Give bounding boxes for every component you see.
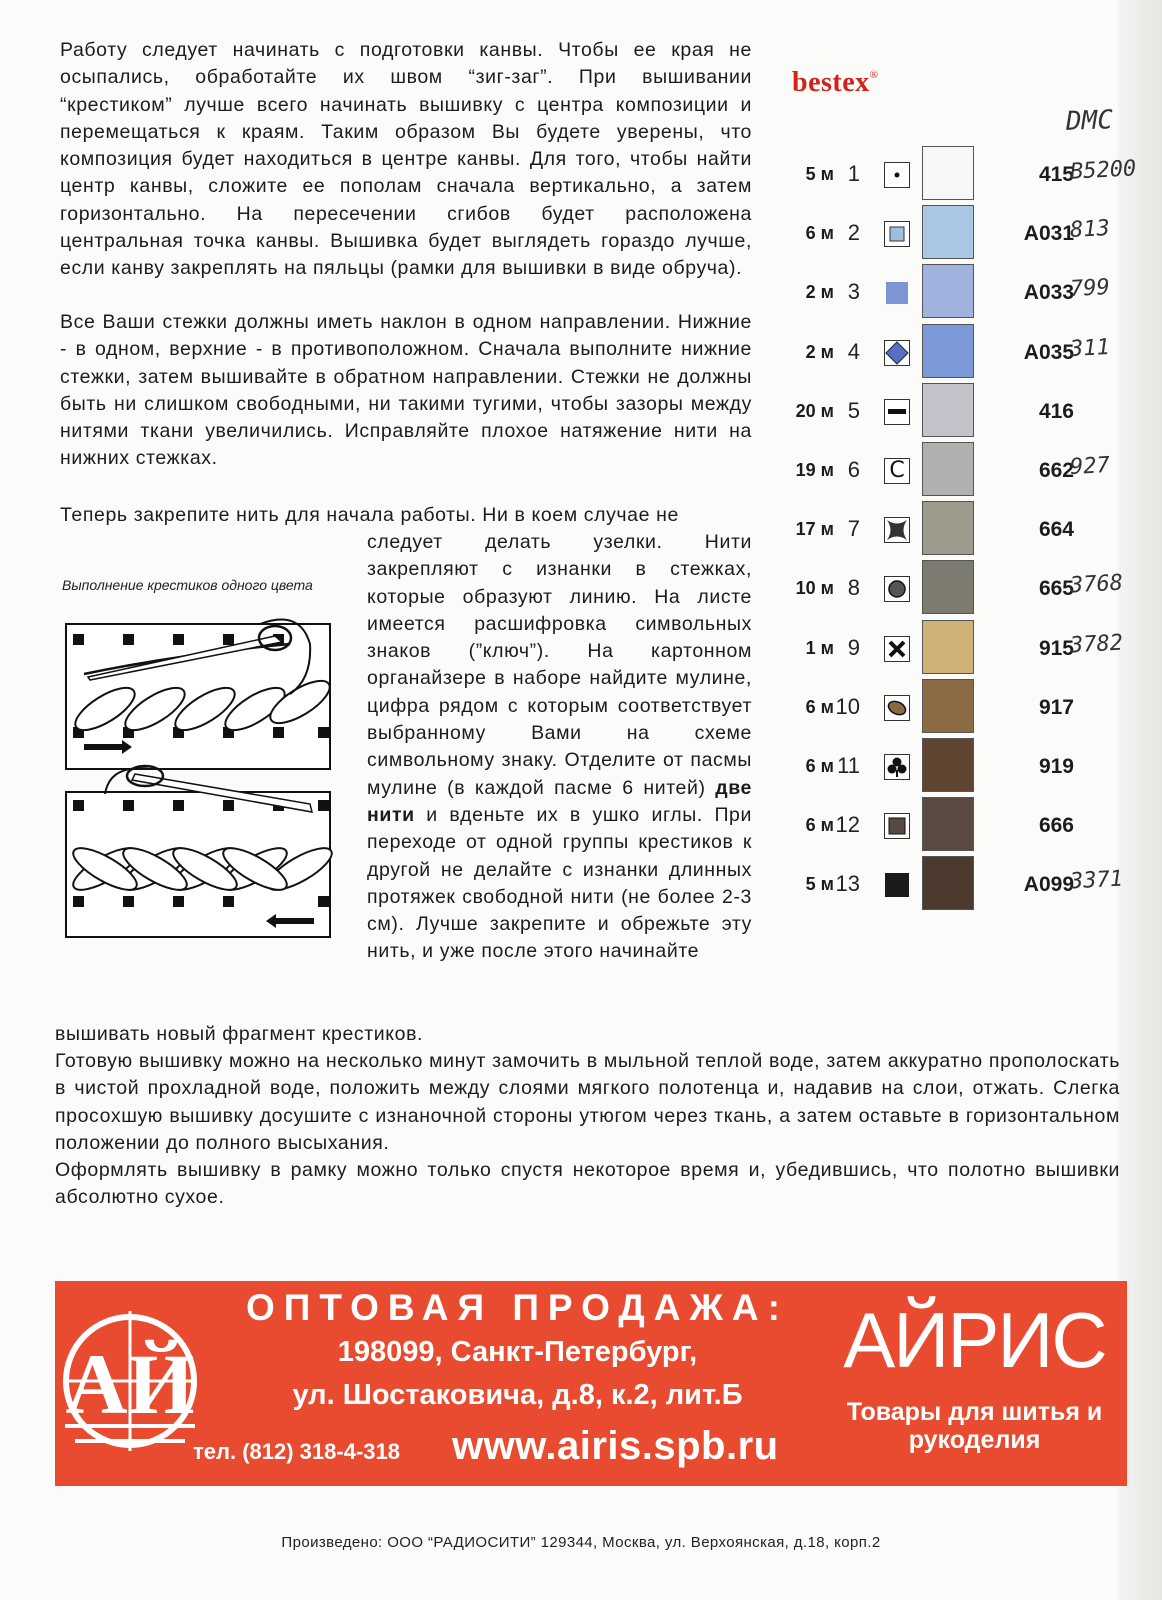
sq-dark-symbol-icon bbox=[884, 813, 910, 839]
legend-row bbox=[790, 560, 1130, 620]
legend-row bbox=[790, 324, 1130, 384]
thread-length: 2 м bbox=[805, 341, 834, 362]
oval-symbol-icon bbox=[884, 695, 910, 721]
color-swatch bbox=[922, 856, 974, 910]
thread-length: 6 м bbox=[805, 223, 834, 244]
sq-black-symbol-icon bbox=[884, 872, 910, 898]
legend-row bbox=[790, 797, 1130, 857]
cross-stitch-diagram bbox=[60, 604, 340, 954]
thread-length: 2 м bbox=[805, 282, 834, 303]
thread-length: 6 м bbox=[805, 696, 834, 717]
thread-length: 6 м bbox=[805, 815, 834, 836]
symbol-number: 6 bbox=[847, 457, 860, 482]
thread-length: 20 м bbox=[795, 400, 834, 421]
sq-lightblue-symbol-icon bbox=[884, 221, 910, 247]
symbol-number: 1 bbox=[847, 161, 860, 186]
symbol-number: 3 bbox=[847, 279, 860, 305]
thread-code: A035 bbox=[1023, 340, 1074, 364]
thread-length: 1 м bbox=[805, 637, 834, 658]
thread-code: 415 bbox=[1038, 163, 1074, 186]
star4-symbol-icon bbox=[884, 517, 910, 543]
instructions-paragraph-4: Готовую вышивку можно на несколько минут замочить в мыльной теплой воде, затем аккуратно прополоскать в чистой прохладной воде, положить между слоями мягкого полотенца и, надавив на слои, отжать. Слегка просохшую вышивку досушите с изнаночной стороны утюгом через ткань, а затем оставьте в горизонтальном положении до полного высыхания. bbox=[55, 1050, 1120, 1154]
letter-c-symbol-icon: C bbox=[884, 458, 910, 484]
thread-length: 5 м bbox=[805, 164, 834, 184]
thread-code: 666 bbox=[1038, 814, 1074, 838]
diagram-caption: Выполнение крестиков одного цвета bbox=[62, 577, 313, 593]
thread-code: 662 bbox=[1038, 459, 1074, 482]
dmc-header: DMC bbox=[1065, 105, 1114, 137]
banner-phone: тел. (812) 318-4-318 bbox=[193, 1439, 400, 1464]
thread-code: 919 bbox=[1038, 755, 1074, 778]
clover-symbol-icon bbox=[884, 754, 910, 780]
legend-row bbox=[790, 679, 1130, 739]
dmc-code: 3782 bbox=[1069, 630, 1124, 658]
color-swatch bbox=[922, 324, 974, 378]
symbol-number: 2 bbox=[847, 220, 860, 246]
symbol-number: 13 bbox=[835, 871, 860, 897]
legend-row bbox=[790, 264, 1130, 324]
legend-row bbox=[790, 620, 1130, 680]
airis-logo-emblem bbox=[55, 1301, 205, 1471]
color-swatch bbox=[922, 797, 974, 851]
banner-street: ул. Шостаковича, д.8, к.2, лит.Б bbox=[292, 1379, 743, 1411]
thread-code: 917 bbox=[1038, 695, 1074, 719]
airis-tagline: Товары для шитья и рукоделия bbox=[846, 1398, 1103, 1454]
thread-length: 10 м bbox=[795, 578, 834, 599]
legend-row bbox=[790, 738, 1130, 798]
color-swatch bbox=[922, 501, 974, 555]
banner-city: 198099, Санкт-Петербург, bbox=[337, 1336, 698, 1368]
legend-row bbox=[790, 442, 1130, 502]
dash-symbol-icon bbox=[884, 399, 910, 425]
legend-row bbox=[790, 383, 1130, 443]
logo-letters: АЙ bbox=[65, 1336, 195, 1432]
color-swatch bbox=[922, 264, 974, 318]
bestex-brand bbox=[792, 67, 879, 99]
producer-footer: Произведено: ООО “РАДИОСИТИ” 129344, Москва, ул. Верхоянская, д.18, корп.2 bbox=[281, 1534, 881, 1551]
diamond-symbol-icon bbox=[884, 340, 910, 366]
symbol-number: 10 bbox=[835, 693, 860, 719]
instructions-paragraph-3-tail: вышивать новый фрагмент крестиков. bbox=[55, 1023, 424, 1045]
cross-symbol-icon bbox=[884, 636, 910, 662]
dmc-code: 3768 bbox=[1069, 571, 1124, 599]
legend-row bbox=[790, 501, 1130, 561]
banner-website-link[interactable]: www.airis.spb.ru bbox=[452, 1424, 779, 1468]
paragraph-3-text-a: следует делать узелки. Нити закрепляют с изнанки в стежках, которые образуют линию. На листе имеется расшифровка символьных знаков (”ключ”). На картонном органайзере в наборе найдите мулине, цифра рядом с которым соответствует выбранному Вами на схеме символьному знаку. Отделите от пасмы мулине (в каждой пасме 6 нитей) bbox=[367, 531, 752, 799]
color-swatch bbox=[922, 738, 974, 792]
dot-symbol-icon bbox=[884, 162, 910, 188]
color-swatch bbox=[922, 383, 974, 437]
legend-row bbox=[790, 205, 1130, 265]
instructions-paragraph-3-line-1: Теперь закрепите нить для начала работы. Ни в коем случае не bbox=[60, 504, 679, 526]
paragraph-3-text-b: и вденьте их в ушко иглы. При переходе от одной группы крестиков к другой не делайте с изнанки длинных протяжек свободной нити (не более 2-3 см). Лучше закрепите и обрежьте эту нить, и уже после этого начинайте bbox=[367, 803, 752, 963]
thread-code: 915 bbox=[1038, 636, 1074, 660]
thread-code: A033 bbox=[1023, 281, 1074, 305]
thread-length: 19 м bbox=[795, 460, 834, 480]
brand-registered-mark: ® bbox=[869, 69, 879, 81]
thread-code: 664 bbox=[1038, 518, 1074, 542]
dmc-code: 3371 bbox=[1069, 867, 1124, 895]
color-swatch bbox=[922, 205, 974, 259]
banner-title: ОПТОВАЯ ПРОДАЖА: bbox=[246, 1287, 789, 1328]
airis-brand: АЙРИС bbox=[843, 1296, 1106, 1384]
symbol-number: 12 bbox=[835, 812, 860, 838]
dmc-code: 813 bbox=[1069, 216, 1111, 244]
symbol-number: 9 bbox=[847, 634, 860, 660]
thread-code: A031 bbox=[1023, 222, 1074, 246]
thread-code: 416 bbox=[1038, 399, 1074, 423]
symbol-number: 7 bbox=[847, 516, 860, 542]
thread-length: 6 м bbox=[805, 756, 834, 776]
instructions-paragraph-3-column bbox=[367, 529, 752, 966]
brand-name: bestex bbox=[792, 67, 870, 98]
symbol-number: 5 bbox=[847, 397, 860, 423]
thread-length: 5 м bbox=[805, 874, 834, 895]
instructions-paragraph-2: Все Ваши стежки должны иметь наклон в одном направлении. Нижние - в одном, верхние - в противоположном. Сначала выполните нижние стежки, затем вышивайте в обратном направлении. Стежки не должны быть ни слишком свободными, ни такими тугими, чтобы зазоры между нитями ткани увеличились. Исправляйте плохое натяжение нити на нижних стежках. bbox=[60, 311, 752, 470]
instructions-paragraph-1: Работу следует начинать с подготовки канвы. Чтобы ее края не осыпались, обработайте их швом “зиг-заг”. При вышивании “крестиком” лучше всего начинать вышивку с центра композиции и перемещаться к краям. Таким образом Вы будете уверены, что композиция будет находиться в центре канвы. Для того, чтобы найти центр канвы, сложите ее пополам сначала вертикально, а затем горизонтально. На пересечении сгибов будет расположена центральная точка канвы. Вышивка будет выглядеть гораздо лучше, если канву закреплять на пяльцы (рамки для вышивки в виде обруча). bbox=[60, 39, 752, 280]
wholesale-banner bbox=[55, 1281, 1127, 1486]
dmc-code: 927 bbox=[1069, 452, 1111, 481]
symbol-number: 11 bbox=[837, 753, 860, 778]
dmc-code: B5200 bbox=[1069, 156, 1137, 185]
legend-row bbox=[790, 856, 1130, 916]
color-swatch bbox=[922, 679, 974, 733]
sq-blue-symbol-icon bbox=[884, 280, 910, 306]
legend-row bbox=[790, 146, 1137, 206]
thread-code: 665 bbox=[1038, 577, 1074, 601]
color-swatch bbox=[922, 442, 974, 496]
dmc-code: 799 bbox=[1069, 275, 1111, 303]
dmc-code: 311 bbox=[1069, 334, 1111, 362]
symbol-number: 4 bbox=[847, 338, 860, 364]
thread-length: 17 м bbox=[795, 519, 834, 540]
symbol-number: 8 bbox=[847, 575, 860, 601]
instructions-paragraph-5: Оформлять вышивку в рамку можно только спустя некоторое время и, убедившись, что полотно вышивки абсолютно сухое. bbox=[55, 1159, 1120, 1209]
color-swatch bbox=[922, 560, 974, 614]
thread-code: A099 bbox=[1023, 873, 1074, 897]
circle-symbol-icon bbox=[884, 576, 910, 602]
paragraph-3-bold: две нити bbox=[367, 776, 752, 826]
color-swatch bbox=[922, 146, 974, 200]
color-swatch bbox=[922, 620, 974, 674]
